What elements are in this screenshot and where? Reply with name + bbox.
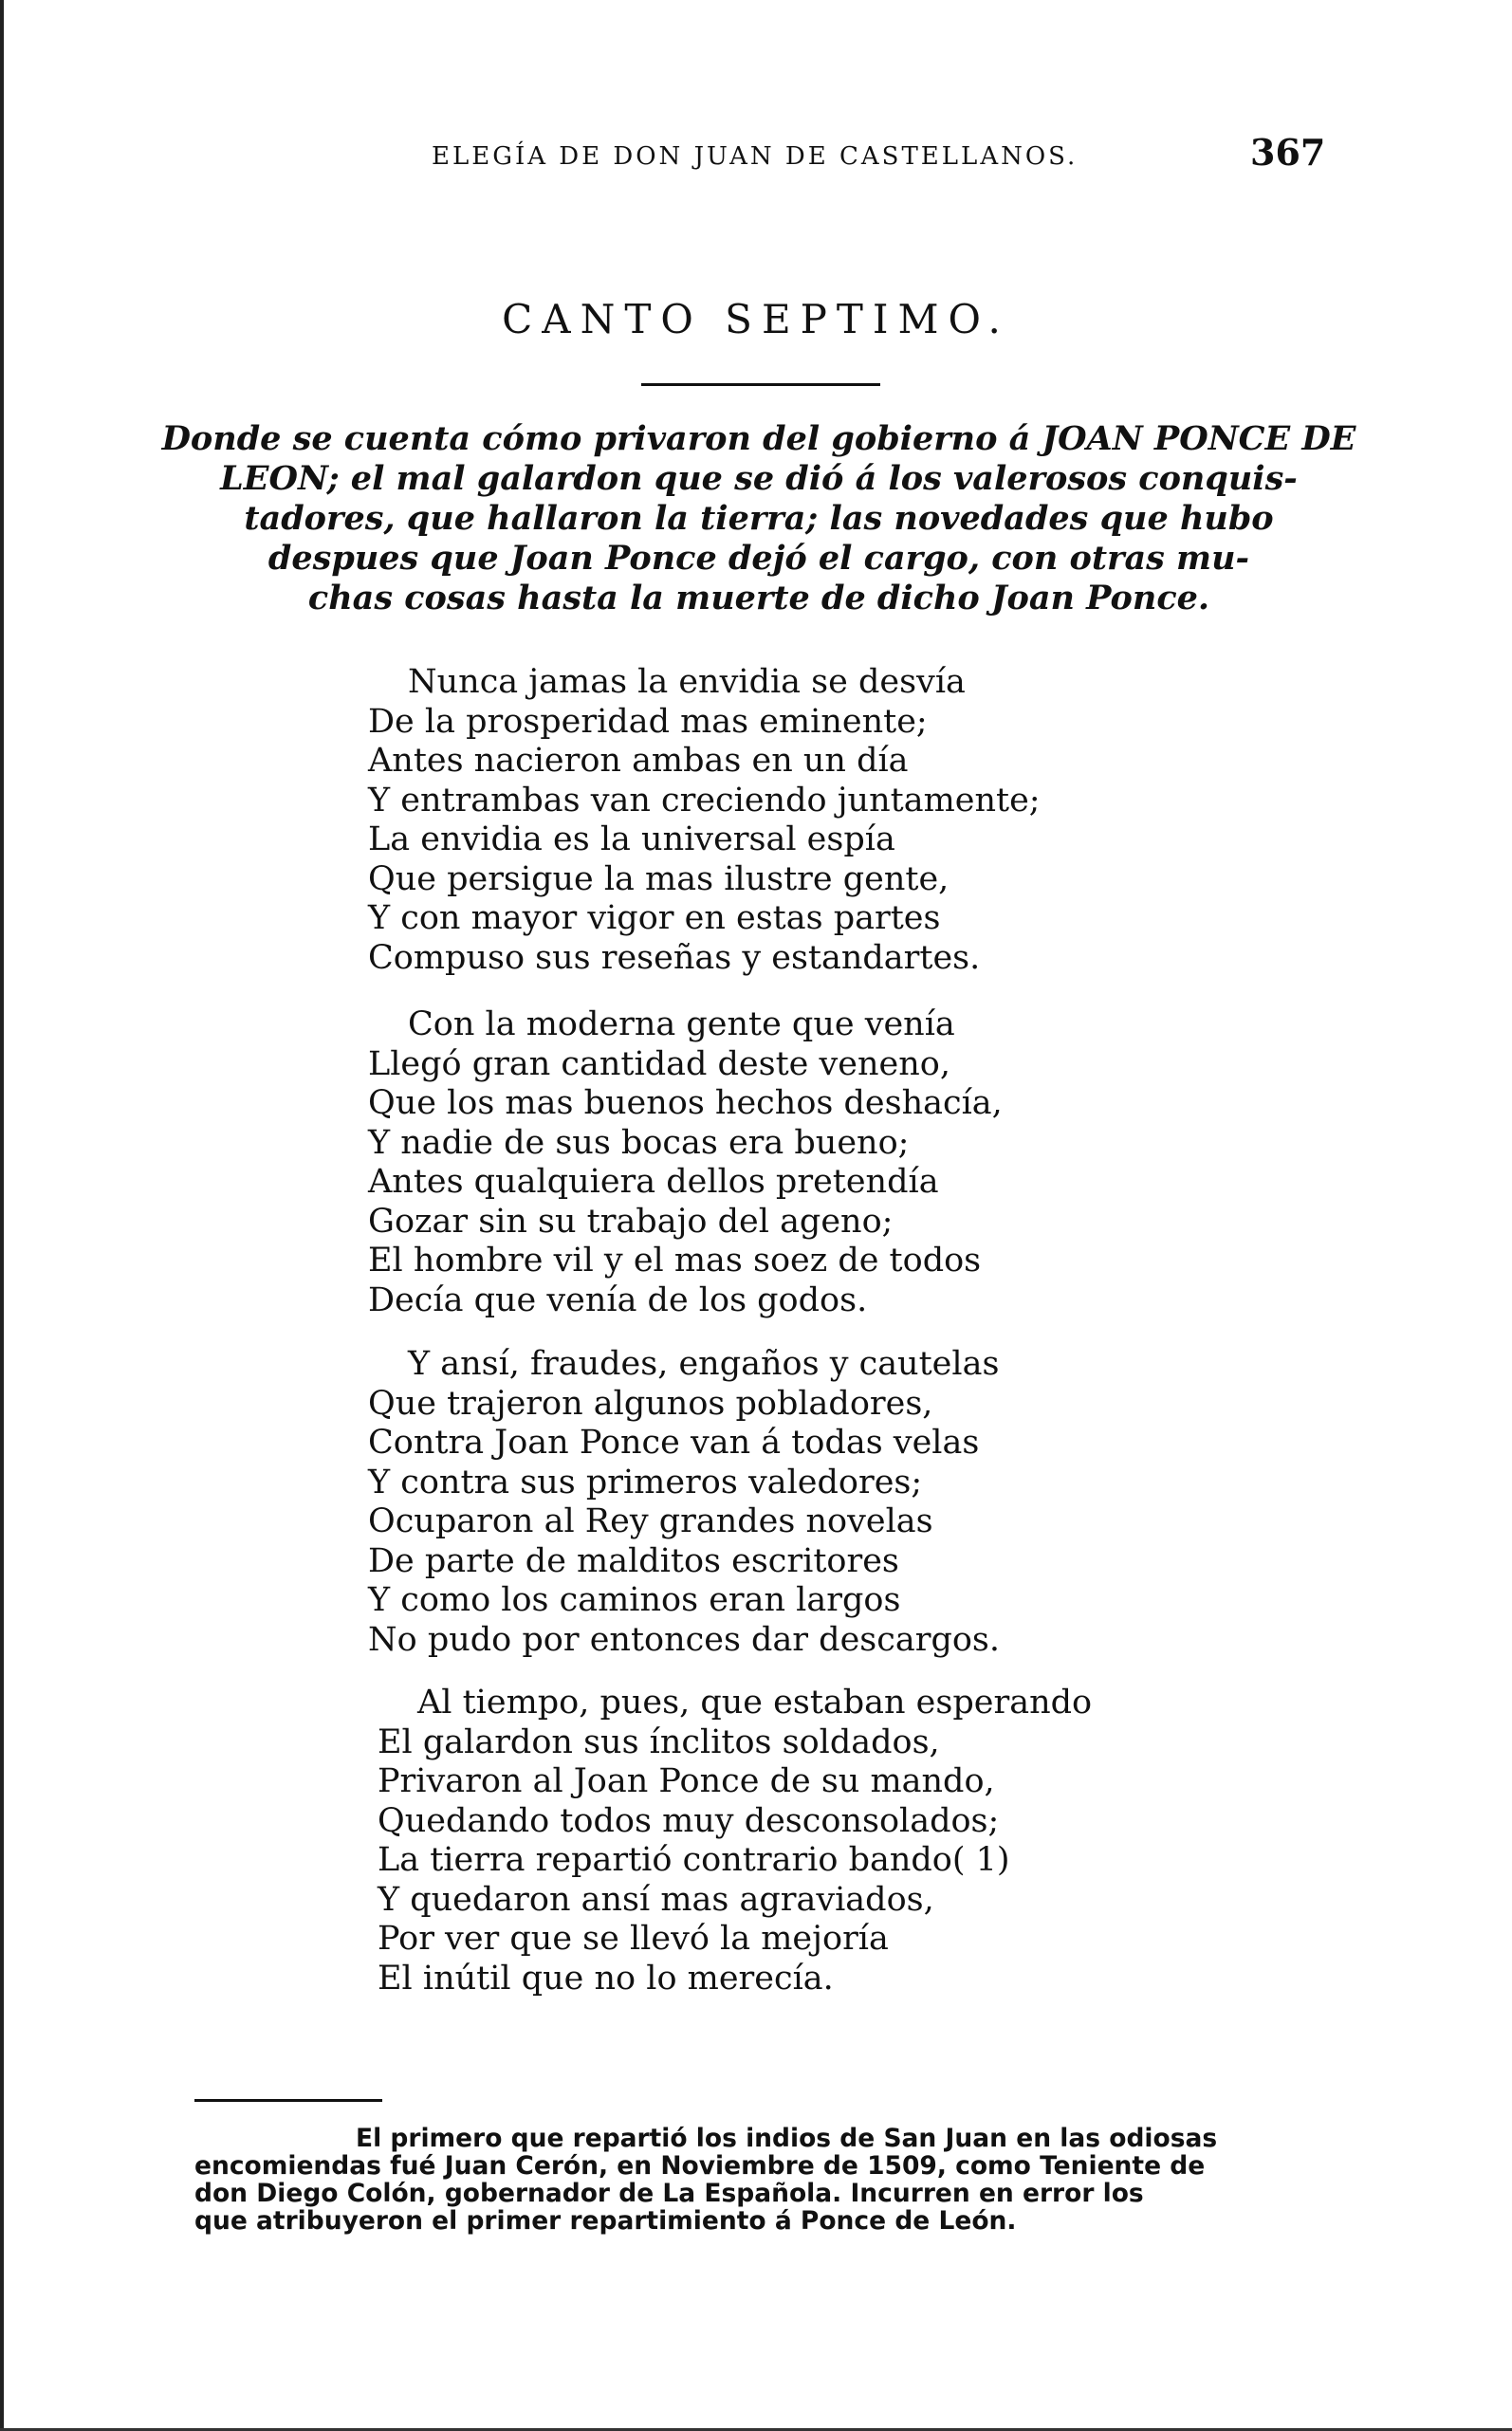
verse-line: La envidia es la universal espía bbox=[368, 820, 895, 858]
canto-title: CANTO SEPTIMO. bbox=[502, 296, 1010, 342]
footnote-rule bbox=[194, 2099, 382, 2102]
verse-line: De la prosperidad mas eminente; bbox=[368, 702, 928, 741]
canto-summary bbox=[161, 419, 1356, 618]
footnote-line: encomiendas fué Juan Cerón, en Noviembre de 1509, como Teniente de bbox=[194, 2151, 1206, 2181]
verse-line: Al tiempo, pues, que estaban esperando bbox=[417, 1684, 1093, 1722]
summary-line: tadores, que hallaron la tierra; las novedades que hubo bbox=[244, 499, 1274, 538]
verse-line: Antes nacieron ambas en un día bbox=[368, 742, 909, 780]
verse-line: Decía que venía de los godos. bbox=[368, 1280, 868, 1319]
verse-line: Privaron al Joan Ponce de su mando, bbox=[378, 1762, 995, 1800]
verse-line: Y ansí, fraudes, engaños y cautelas bbox=[408, 1345, 1000, 1383]
footnote-line: que atribuyeron el primer repartimiento á Ponce de León. bbox=[194, 2206, 1017, 2236]
footnote-line: El primero que repartió los indios de San Juan en las odiosas bbox=[356, 2124, 1218, 2153]
verse-line: Quedando todos muy desconsolados; bbox=[378, 1801, 1000, 1840]
title-rule bbox=[641, 383, 880, 386]
stanza-2 bbox=[368, 1005, 1260, 1320]
verse-line: El hombre vil y el mas soez de todos bbox=[368, 1242, 982, 1280]
running-head: ELEGÍA DE DON JUAN DE CASTELLANOS. bbox=[432, 142, 1079, 171]
verse-line: Ocuparon al Rey grandes novelas bbox=[368, 1502, 933, 1540]
verse-line: Antes qualquiera dellos pretendía bbox=[368, 1163, 939, 1201]
verse-line: Que trajeron algunos pobladores, bbox=[368, 1384, 933, 1423]
footnote bbox=[194, 2125, 1361, 2235]
verse-line: Y contra sus primeros valedores; bbox=[368, 1463, 923, 1501]
summary-line: Donde se cuenta cómo privaron del gobierno á JOAN PONCE DE bbox=[161, 419, 1356, 458]
page-edge-left bbox=[0, 0, 4, 2431]
verse-line: Compuso sus reseñas y estandartes. bbox=[368, 938, 981, 977]
verse-line: Que persigue la mas ilustre gente, bbox=[368, 859, 950, 898]
summary-line: despues que Joan Ponce dejó el cargo, con otras mu- bbox=[267, 539, 1250, 578]
verse-line: El galardon sus ínclitos soldados, bbox=[378, 1722, 940, 1761]
verse-line: Gozar sin su trabajo del ageno; bbox=[368, 1202, 894, 1241]
verse-line: No pudo por entonces dar descargos. bbox=[368, 1620, 1001, 1659]
summary-line: LEON; el mal galardon que se dió á los valerosos conquis- bbox=[220, 459, 1298, 498]
footnote-line: don Diego Colón, gobernador de La Española. Incurren en error los bbox=[194, 2179, 1144, 2208]
verse-line: Y nadie de sus bocas era bueno; bbox=[368, 1123, 910, 1162]
verse-line: Por ver que se llevó la mejoría bbox=[378, 1920, 889, 1958]
verse-line: De parte de malditos escritores bbox=[368, 1541, 899, 1580]
summary-line: chas cosas hasta la muerte de dicho Joan Ponce. bbox=[307, 579, 1210, 617]
verse-line: Y quedaron ansí mas agraviados, bbox=[378, 1880, 934, 1919]
verse-line: Y como los caminos eran largos bbox=[368, 1581, 901, 1619]
verse-line: Nunca jamas la envidia se desvía bbox=[408, 663, 966, 701]
verse-line-with-footnote-ref: La tierra repartió contrario bando( 1) bbox=[378, 1841, 1010, 1879]
stanza-3 bbox=[368, 1345, 1260, 1660]
verse-line: Y entrambas van creciendo juntamente; bbox=[368, 781, 1041, 820]
page-number: 367 bbox=[1250, 131, 1326, 174]
stanza-1 bbox=[368, 663, 1260, 978]
verse-line: Llegó gran cantidad deste veneno, bbox=[368, 1044, 950, 1083]
verse-line: Que los mas buenos hechos deshacía, bbox=[368, 1084, 1003, 1122]
stanza-4 bbox=[378, 1684, 1269, 1998]
verse-line: Con la moderna gente que venía bbox=[408, 1005, 955, 1043]
verse-line: Y con mayor vigor en estas partes bbox=[368, 899, 941, 937]
verse-line: Contra Joan Ponce van á todas velas bbox=[368, 1424, 980, 1462]
verse-line: El inútil que no lo merecía. bbox=[378, 1959, 834, 1998]
